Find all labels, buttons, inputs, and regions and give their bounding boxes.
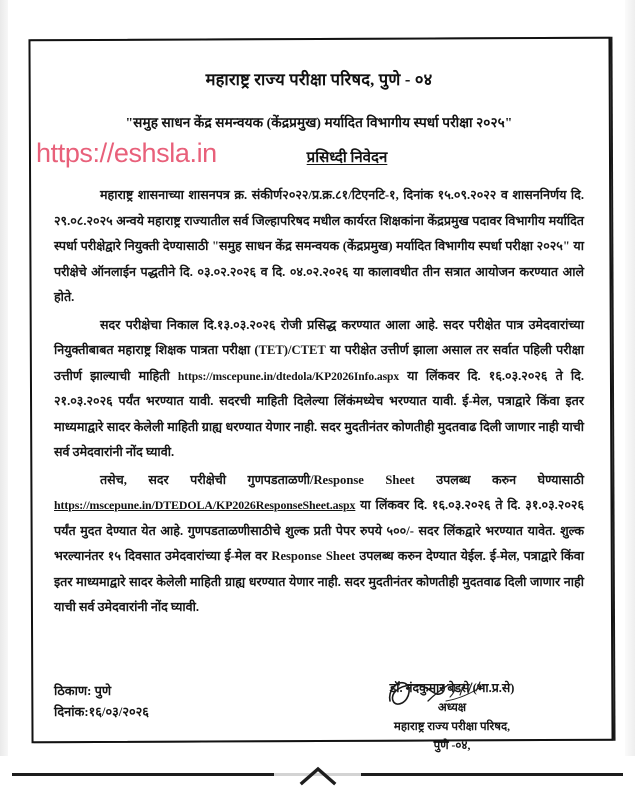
paragraph-1: महाराष्ट्र शासनाच्या शासनपत्र क्र. संकीर्ण२०२२/प्र.क्र.८१/टिएनटि-१, दिनांक १५.०९.२०२२ व शासननिर्णय दि. २९.०८.२०२५ अन्वये महाराष्ट्र राज्यातील सर्व जिल्हापरिषद मधील कार्यरत शिक्षकांना केंद्रप्रमुख पदावर विभागीय मर्यादित स्पर्धा परीक्षेद्वारे नियुक्ती देण्यासाठी "समुह साधन केंद्र समन्वयक (केंद्रप्रमुख) मर्यादित विभागीय स्पर्धा परीक्षा २०२५" या परीक्षेचे ऑनलाईन पद्धतीने दि. ०३.०२.२०२६ व दि. ०४.०२.२०२६ या कालावधीत तीन सत्रात आयोजन करण्यात आले होते. — [54, 188, 584, 304]
kp2026-response-sheet-link[interactable]: https://mscepune.in/DTEDOLA/KP2026ResponseSheet.aspx — [54, 498, 356, 512]
paragraph-2-text-before-link: सदर परीक्षेचा निकाल दि.१३.०३.२०२६ रोजी प्रसिद्ध करण्यात आला आहे. सदर परीक्षेत पात्र उमेदवारांच्या नियुक्तीबाबत महाराष्ट्र शिक्षक पात्रता परीक्षा (TET)/CTET या परीक्षेत उत्तीर्ण झाला असाल तर सर्वात पहिली परीक्षा उत्तीर्ण झाल्याची माहिती — [54, 317, 584, 383]
signatory-organization: महाराष्ट्र राज्य परीक्षा परिषद, — [393, 719, 511, 733]
signatory-city: पुणे -०४, — [433, 738, 471, 752]
paragraph-3 — [54, 468, 584, 621]
paragraph-2-text-after-link: या लिंकवर दि. १६.०३.२०२६ ते दि. २१.०३.२०२६ पर्यंत भरण्यात यावी. सदरची माहिती दिलेल्या लिंकंमध्येच भरण्यात यावी. ई-मेल, पत्राद्वारे किंवा इतर माध्यमाद्वारे सादर केलेली माहिती ग्राह्य धरण्यात येणार नाही. सदर मुदतीनंतर कोणतीही मुदतवाढ दिली जाणार नाही याची सर्व उमेदवारांनी नोंद घ्यावी. — [54, 368, 584, 459]
document-body — [54, 183, 584, 621]
date-label: दिनांक:१६/०३/२०२६ — [54, 704, 149, 719]
bottom-rule-right — [361, 773, 623, 776]
signatory-block — [322, 679, 582, 755]
paragraph-3-text-before-link: तसेच, सदर परीक्षेची गुणपडताळणी/Response Sheet उपलब्ध करुन घेण्यासाठी — [100, 472, 584, 487]
signatory-designation: अध्यक्ष — [437, 700, 467, 714]
document-content — [30, 38, 608, 752]
bottom-rule-left — [12, 773, 274, 776]
place-label: ठिकाण: पुणे — [54, 683, 112, 698]
site-watermark: https://eshsla.in — [36, 138, 217, 168]
scan-edge-right — [625, 0, 635, 796]
kp2026-info-link[interactable]: https://mscepune.in/dtedola/KP2026Info.aspx — [177, 369, 400, 383]
organization-title: महाराष्ट्र राज्य परीक्षा परिषद, पुणे - ०४ — [205, 70, 433, 89]
signatory-name: डॉ. नंदकुमार बेडसे (भा.प्र.से) — [389, 680, 515, 695]
chevron-up-icon[interactable] — [296, 764, 340, 786]
paragraph-2 — [54, 313, 584, 466]
place-date-block — [54, 681, 149, 723]
scan-edge-left — [0, 0, 8, 796]
notice-heading: प्रसिध्दी निवेदन — [306, 150, 388, 166]
paragraph-3-text-after-link: या लिंकवर दि. १६.०३.२०२६ ते दि. ३१.०३.२०२६ पर्यंत मुदत देण्यात येत आहे. गुणपडताळणीसाठीचे शुल्क प्रती पेपर रुपये ५००/- सदर लिंकद्वारे भरण्यात यावेत. शुल्क भरल्यानंतर १५ दिवसात उमेदवारांच्या ई-मेल वर Response Sheet उपलब्ध करुन देण्यात येईल. ई-मेल, पत्राद्वारे किंवा इतर माध्यमाद्वारे सादर केलेली माहिती ग्राह्य धरण्यात येणार नाही. सदर मुदतीनंतर कोणतीही मुदतवाढ दिली जाणार नाही याची सर्व उमेदवारांनी नोंद घ्यावी. — [54, 498, 584, 614]
exam-title: "समुह साधन केंद्र समन्वयक (केंद्रप्रमुख) मर्यादित विभागीय स्पर्धा परीक्षा २०२५" — [125, 115, 513, 130]
bottom-navigation-bar — [0, 756, 635, 796]
handwritten-signature-icon — [384, 671, 504, 717]
notice-heading-row — [30, 147, 608, 173]
signature-area — [30, 643, 608, 753]
